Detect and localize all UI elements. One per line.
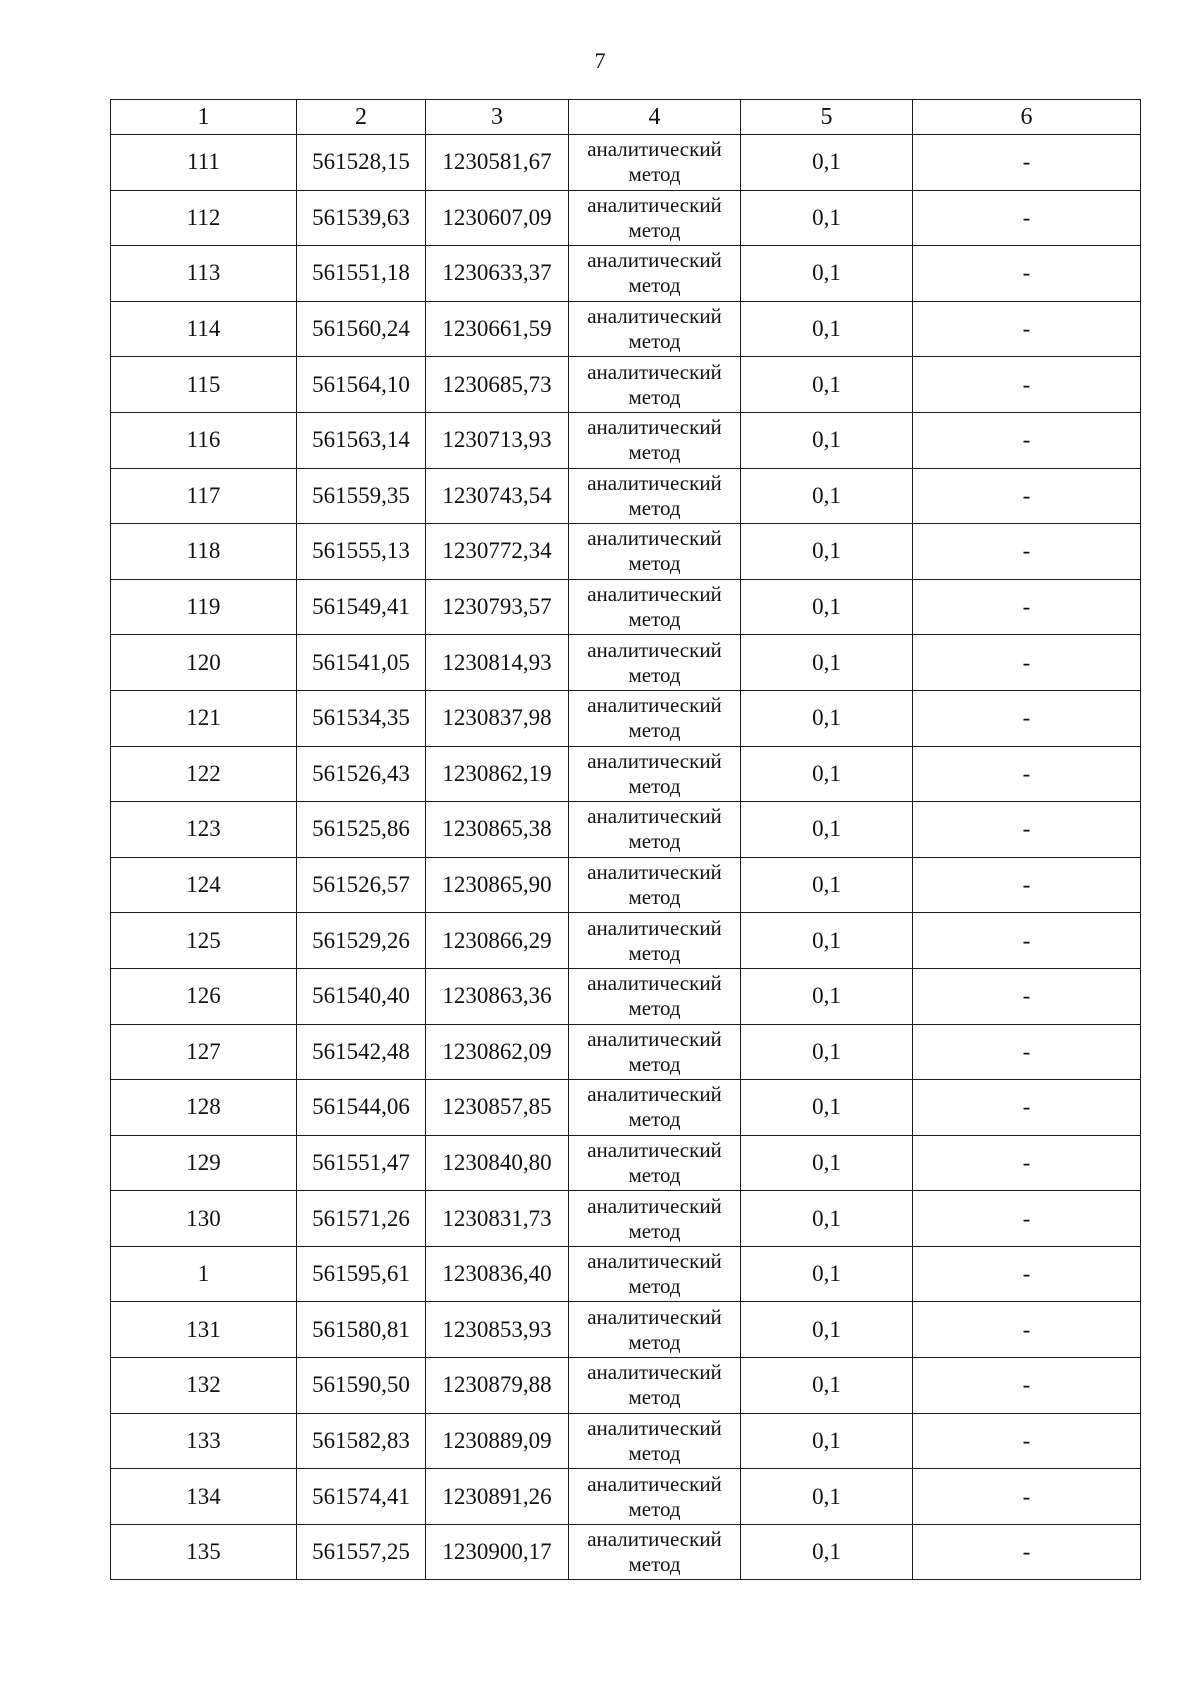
point-number-cell: 122 <box>111 746 297 802</box>
note-cell: - <box>913 913 1141 969</box>
method-line-2: метод <box>628 1162 681 1187</box>
accuracy-cell: 0,1 <box>741 357 913 413</box>
method-line-2: метод <box>628 829 681 854</box>
method-cell <box>569 357 741 413</box>
point-number-cell: 113 <box>111 246 297 302</box>
method-cell <box>569 579 741 635</box>
column-header-4: 4 <box>569 100 741 135</box>
method-cell <box>569 412 741 468</box>
table-row <box>111 1358 1141 1414</box>
accuracy-cell: 0,1 <box>741 1469 913 1525</box>
method-cell <box>569 1358 741 1414</box>
column-header-3: 3 <box>426 100 569 135</box>
method-line-1: аналитический <box>587 1137 722 1162</box>
x-coordinate-cell: 561571,26 <box>297 1191 426 1247</box>
x-coordinate-cell: 561574,41 <box>297 1469 426 1525</box>
method-line-1: аналитический <box>587 470 722 495</box>
method-line-1: аналитический <box>587 1527 722 1552</box>
method-line-1: аналитический <box>587 693 722 718</box>
accuracy-cell: 0,1 <box>741 246 913 302</box>
y-coordinate-cell: 1230889,09 <box>426 1413 569 1469</box>
accuracy-cell: 0,1 <box>741 1135 913 1191</box>
point-number-cell: 135 <box>111 1524 297 1580</box>
coordinates-table <box>110 99 1141 1580</box>
y-coordinate-cell: 1230891,26 <box>426 1469 569 1525</box>
method-line-2: метод <box>628 1385 681 1410</box>
y-coordinate-cell: 1230607,09 <box>426 190 569 246</box>
x-coordinate-cell: 561526,57 <box>297 857 426 913</box>
note-cell: - <box>913 135 1141 191</box>
note-cell: - <box>913 857 1141 913</box>
accuracy-cell: 0,1 <box>741 968 913 1024</box>
accuracy-cell: 0,1 <box>741 690 913 746</box>
column-header-6: 6 <box>913 100 1141 135</box>
table-row <box>111 190 1141 246</box>
accuracy-cell: 0,1 <box>741 1191 913 1247</box>
accuracy-cell: 0,1 <box>741 913 913 969</box>
method-line-2: метод <box>628 384 681 409</box>
x-coordinate-cell: 561528,15 <box>297 135 426 191</box>
point-number-cell: 124 <box>111 857 297 913</box>
note-cell: - <box>913 579 1141 635</box>
y-coordinate-cell: 1230713,93 <box>426 412 569 468</box>
method-line-1: аналитический <box>587 415 722 440</box>
x-coordinate-cell: 561563,14 <box>297 412 426 468</box>
method-line-2: метод <box>628 662 681 687</box>
x-coordinate-cell: 561551,47 <box>297 1135 426 1191</box>
y-coordinate-cell: 1230879,88 <box>426 1358 569 1414</box>
y-coordinate-cell: 1230840,80 <box>426 1135 569 1191</box>
x-coordinate-cell: 561526,43 <box>297 746 426 802</box>
method-cell <box>569 1135 741 1191</box>
accuracy-cell: 0,1 <box>741 579 913 635</box>
point-number-cell: 121 <box>111 690 297 746</box>
y-coordinate-cell: 1230814,93 <box>426 635 569 691</box>
method-cell <box>569 190 741 246</box>
y-coordinate-cell: 1230633,37 <box>426 246 569 302</box>
x-coordinate-cell: 561551,18 <box>297 246 426 302</box>
method-line-2: метод <box>628 551 681 576</box>
method-line-1: аналитический <box>587 1471 722 1496</box>
method-cell <box>569 690 741 746</box>
table-row <box>111 301 1141 357</box>
point-number-cell: 115 <box>111 357 297 413</box>
point-number-cell: 116 <box>111 412 297 468</box>
method-cell <box>569 1524 741 1580</box>
accuracy-cell: 0,1 <box>741 802 913 858</box>
table-row <box>111 857 1141 913</box>
method-line-2: метод <box>628 1274 681 1299</box>
point-number-cell: 131 <box>111 1302 297 1358</box>
y-coordinate-cell: 1230900,17 <box>426 1524 569 1580</box>
table-row <box>111 802 1141 858</box>
table-row <box>111 1469 1141 1525</box>
y-coordinate-cell: 1230862,19 <box>426 746 569 802</box>
method-cell <box>569 524 741 580</box>
note-cell: - <box>913 690 1141 746</box>
point-number-cell: 117 <box>111 468 297 524</box>
table-row <box>111 1302 1141 1358</box>
column-header-2: 2 <box>297 100 426 135</box>
note-cell: - <box>913 246 1141 302</box>
note-cell: - <box>913 1080 1141 1136</box>
note-cell: - <box>913 1302 1141 1358</box>
method-cell <box>569 857 741 913</box>
method-cell <box>569 1302 741 1358</box>
accuracy-cell: 0,1 <box>741 635 913 691</box>
x-coordinate-cell: 561582,83 <box>297 1413 426 1469</box>
note-cell: - <box>913 1358 1141 1414</box>
method-line-2: метод <box>628 1552 681 1577</box>
note-cell: - <box>913 635 1141 691</box>
note-cell: - <box>913 968 1141 1024</box>
x-coordinate-cell: 561555,13 <box>297 524 426 580</box>
note-cell: - <box>913 802 1141 858</box>
column-header-5: 5 <box>741 100 913 135</box>
table-row <box>111 1135 1141 1191</box>
method-line-1: аналитический <box>587 1249 722 1274</box>
y-coordinate-cell: 1230685,73 <box>426 357 569 413</box>
note-cell: - <box>913 1024 1141 1080</box>
x-coordinate-cell: 561549,41 <box>297 579 426 635</box>
method-cell <box>569 1080 741 1136</box>
note-cell: - <box>913 190 1141 246</box>
x-coordinate-cell: 561544,06 <box>297 1080 426 1136</box>
x-coordinate-cell: 561580,81 <box>297 1302 426 1358</box>
point-number-cell: 128 <box>111 1080 297 1136</box>
point-number-cell: 133 <box>111 1413 297 1469</box>
method-cell <box>569 301 741 357</box>
point-number-cell: 134 <box>111 1469 297 1525</box>
note-cell: - <box>913 1524 1141 1580</box>
method-line-1: аналитический <box>587 804 722 829</box>
table-row <box>111 1024 1141 1080</box>
y-coordinate-cell: 1230793,57 <box>426 579 569 635</box>
method-cell <box>569 1191 741 1247</box>
accuracy-cell: 0,1 <box>741 1246 913 1302</box>
method-line-2: метод <box>628 1496 681 1521</box>
table-row <box>111 690 1141 746</box>
method-line-2: метод <box>628 773 681 798</box>
table-row <box>111 1524 1141 1580</box>
method-cell <box>569 635 741 691</box>
y-coordinate-cell: 1230836,40 <box>426 1246 569 1302</box>
x-coordinate-cell: 561564,10 <box>297 357 426 413</box>
accuracy-cell: 0,1 <box>741 1413 913 1469</box>
method-line-1: аналитический <box>587 860 722 885</box>
method-cell <box>569 802 741 858</box>
note-cell: - <box>913 1191 1141 1247</box>
y-coordinate-cell: 1230743,54 <box>426 468 569 524</box>
x-coordinate-cell: 561541,05 <box>297 635 426 691</box>
x-coordinate-cell: 561529,26 <box>297 913 426 969</box>
x-coordinate-cell: 561557,25 <box>297 1524 426 1580</box>
method-line-1: аналитический <box>587 1193 722 1218</box>
note-cell: - <box>913 468 1141 524</box>
table-body <box>111 135 1141 1580</box>
method-cell <box>569 1413 741 1469</box>
x-coordinate-cell: 561539,63 <box>297 190 426 246</box>
table-row <box>111 135 1141 191</box>
y-coordinate-cell: 1230831,73 <box>426 1191 569 1247</box>
table-row <box>111 968 1141 1024</box>
accuracy-cell: 0,1 <box>741 190 913 246</box>
table-row <box>111 635 1141 691</box>
table-row <box>111 468 1141 524</box>
method-cell <box>569 913 741 969</box>
table-row <box>111 913 1141 969</box>
accuracy-cell: 0,1 <box>741 1024 913 1080</box>
method-line-1: аналитический <box>587 526 722 551</box>
x-coordinate-cell: 561590,50 <box>297 1358 426 1414</box>
point-number-cell: 125 <box>111 913 297 969</box>
point-number-cell: 129 <box>111 1135 297 1191</box>
point-number-cell: 130 <box>111 1191 297 1247</box>
method-line-2: метод <box>628 273 681 298</box>
point-number-cell: 132 <box>111 1358 297 1414</box>
method-line-1: аналитический <box>587 1026 722 1051</box>
y-coordinate-cell: 1230837,98 <box>426 690 569 746</box>
column-header-1: 1 <box>111 100 297 135</box>
method-cell <box>569 1246 741 1302</box>
method-line-2: метод <box>628 440 681 465</box>
method-line-2: метод <box>628 940 681 965</box>
method-line-1: аналитический <box>587 1304 722 1329</box>
note-cell: - <box>913 301 1141 357</box>
point-number-cell: 118 <box>111 524 297 580</box>
method-line-2: метод <box>628 329 681 354</box>
y-coordinate-cell: 1230865,38 <box>426 802 569 858</box>
table-row <box>111 246 1141 302</box>
note-cell: - <box>913 524 1141 580</box>
note-cell: - <box>913 412 1141 468</box>
accuracy-cell: 0,1 <box>741 524 913 580</box>
y-coordinate-cell: 1230857,85 <box>426 1080 569 1136</box>
method-line-2: метод <box>628 996 681 1021</box>
x-coordinate-cell: 561525,86 <box>297 802 426 858</box>
method-line-1: аналитический <box>587 582 722 607</box>
accuracy-cell: 0,1 <box>741 301 913 357</box>
accuracy-cell: 0,1 <box>741 1080 913 1136</box>
accuracy-cell: 0,1 <box>741 468 913 524</box>
point-number-cell: 114 <box>111 301 297 357</box>
method-line-1: аналитический <box>587 304 722 329</box>
accuracy-cell: 0,1 <box>741 1302 913 1358</box>
table-row <box>111 1080 1141 1136</box>
point-number-cell: 123 <box>111 802 297 858</box>
accuracy-cell: 0,1 <box>741 135 913 191</box>
method-cell <box>569 968 741 1024</box>
note-cell: - <box>913 1135 1141 1191</box>
accuracy-cell: 0,1 <box>741 412 913 468</box>
point-number-cell: 1 <box>111 1246 297 1302</box>
point-number-cell: 112 <box>111 190 297 246</box>
method-line-1: аналитический <box>587 248 722 273</box>
method-line-1: аналитический <box>587 1082 722 1107</box>
point-number-cell: 111 <box>111 135 297 191</box>
method-line-1: аналитический <box>587 637 722 662</box>
table-row <box>111 524 1141 580</box>
point-number-cell: 119 <box>111 579 297 635</box>
table-header <box>111 100 1141 135</box>
table-row <box>111 1246 1141 1302</box>
y-coordinate-cell: 1230772,34 <box>426 524 569 580</box>
method-line-1: аналитический <box>587 971 722 996</box>
method-line-1: аналитический <box>587 359 722 384</box>
note-cell: - <box>913 1246 1141 1302</box>
method-line-1: аналитический <box>587 748 722 773</box>
method-cell <box>569 1024 741 1080</box>
x-coordinate-cell: 561595,61 <box>297 1246 426 1302</box>
note-cell: - <box>913 746 1141 802</box>
y-coordinate-cell: 1230863,36 <box>426 968 569 1024</box>
method-line-2: метод <box>628 162 681 187</box>
note-cell: - <box>913 357 1141 413</box>
table-row <box>111 357 1141 413</box>
method-line-2: метод <box>628 1051 681 1076</box>
method-line-1: аналитический <box>587 137 722 162</box>
table-row <box>111 746 1141 802</box>
method-line-2: метод <box>628 1440 681 1465</box>
y-coordinate-cell: 1230853,93 <box>426 1302 569 1358</box>
y-coordinate-cell: 1230661,59 <box>426 301 569 357</box>
method-cell <box>569 135 741 191</box>
method-cell <box>569 746 741 802</box>
table-row <box>111 1191 1141 1247</box>
method-line-2: метод <box>628 495 681 520</box>
method-line-1: аналитический <box>587 192 722 217</box>
y-coordinate-cell: 1230866,29 <box>426 913 569 969</box>
method-line-2: метод <box>628 607 681 632</box>
x-coordinate-cell: 561534,35 <box>297 690 426 746</box>
accuracy-cell: 0,1 <box>741 1524 913 1580</box>
y-coordinate-cell: 1230862,09 <box>426 1024 569 1080</box>
method-line-1: аналитический <box>587 1360 722 1385</box>
x-coordinate-cell: 561559,35 <box>297 468 426 524</box>
table-row <box>111 1413 1141 1469</box>
method-line-2: метод <box>628 885 681 910</box>
point-number-cell: 127 <box>111 1024 297 1080</box>
method-line-2: метод <box>628 1107 681 1132</box>
method-cell <box>569 246 741 302</box>
header-row <box>111 100 1141 135</box>
method-line-2: метод <box>628 217 681 242</box>
accuracy-cell: 0,1 <box>741 746 913 802</box>
table-row <box>111 579 1141 635</box>
method-line-2: метод <box>628 1329 681 1354</box>
y-coordinate-cell: 1230581,67 <box>426 135 569 191</box>
method-line-1: аналитический <box>587 1415 722 1440</box>
page-number: 7 <box>594 48 606 73</box>
note-cell: - <box>913 1413 1141 1469</box>
x-coordinate-cell: 561540,40 <box>297 968 426 1024</box>
method-line-2: метод <box>628 718 681 743</box>
point-number-cell: 120 <box>111 635 297 691</box>
method-line-2: метод <box>628 1218 681 1243</box>
x-coordinate-cell: 561560,24 <box>297 301 426 357</box>
note-cell: - <box>913 1469 1141 1525</box>
table-row <box>111 412 1141 468</box>
y-coordinate-cell: 1230865,90 <box>426 857 569 913</box>
accuracy-cell: 0,1 <box>741 857 913 913</box>
method-cell <box>569 1469 741 1525</box>
x-coordinate-cell: 561542,48 <box>297 1024 426 1080</box>
accuracy-cell: 0,1 <box>741 1358 913 1414</box>
method-line-1: аналитический <box>587 915 722 940</box>
point-number-cell: 126 <box>111 968 297 1024</box>
method-cell <box>569 468 741 524</box>
